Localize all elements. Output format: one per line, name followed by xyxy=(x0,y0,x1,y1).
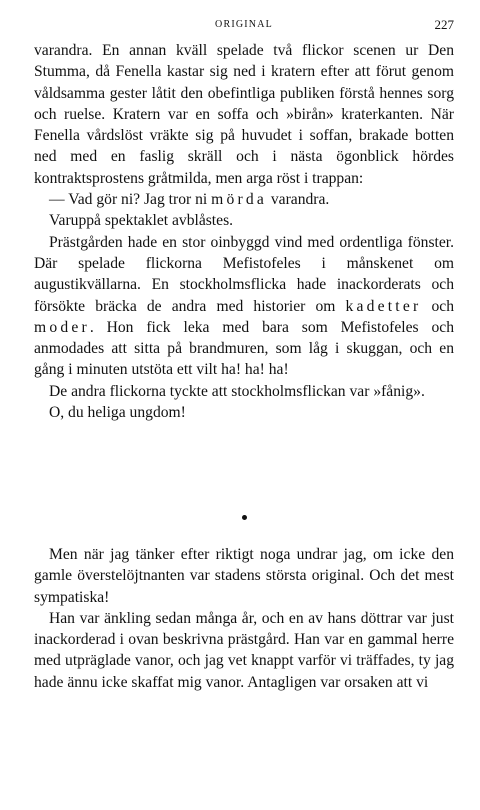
paragraph: varandra. En annan kväll spelade två flickor scenen ur Den Stumma, då Fenella kastar sig ned i kratern efter att förut genom våldsamma gester låtit den obefintliga publiken förstå hennes sorg och ruelse. Kratern var en soffa och »birån» kraterkanten. När Fenella vårdslöst vräkte sig på huvudet i soffan, brakade botten ned med en faslig skräll och i nästa ögonblick hördes kontraktsprostens gråtmilda, men arga röst i trappan: xyxy=(34,42,454,187)
running-title: ORIGINAL xyxy=(215,19,273,30)
emphasized-word: mörda xyxy=(211,191,267,209)
paragraph: Han var änkling sedan många år, och en av hans döttrar var just inackorderad i ovan beskrivna prästgård. Han var en gammal herre med utpräglade vanor, och jag vet knappt varför vi träffades, ty jag hade ännu icke skaffat mig vanor. Antagligen var orsaken att vi xyxy=(34,609,454,691)
paragraph-dialogue: — Vad gör ni? Jag tror ni mörda varandra. xyxy=(49,191,330,209)
text-block-upper xyxy=(34,40,454,423)
paragraph: Men när jag tänker efter riktigt noga undrar jag, om icke den gamle överstelöjtnanten var stadens största original. Och det mest sympatiska! xyxy=(34,546,454,606)
page-number: 227 xyxy=(434,17,454,32)
paragraph: De andra flickorna tyckte att stockholmsflickan var »fånig». xyxy=(49,382,425,400)
book-page xyxy=(34,0,454,810)
emphasized-word: kadetter xyxy=(345,297,422,315)
paragraph: Varuppå spektaklet avblåstes. xyxy=(49,212,234,230)
paragraph: Prästgården hade en stor oinbyggd vind med ordentliga fönster. Där spelade flickorna Mefistofeles i månskenet om augustikvällarna. En stockholmsflicka hade inackorderats och försökte bräcka de andra med historier om kadetter och moder. Hon fick leka med bara som Mefistofeles och anmodades att sitta på brandmuren, som låg i skuggan, och en gång i minuten utstöta ett vilt ha! ha! ha! xyxy=(34,233,454,379)
section-separator-dot xyxy=(242,515,247,520)
paragraph: O, du heliga ungdom! xyxy=(49,404,186,422)
text-block-lower xyxy=(34,544,454,693)
page-header xyxy=(34,19,454,35)
emphasized-word: moder xyxy=(34,318,90,336)
